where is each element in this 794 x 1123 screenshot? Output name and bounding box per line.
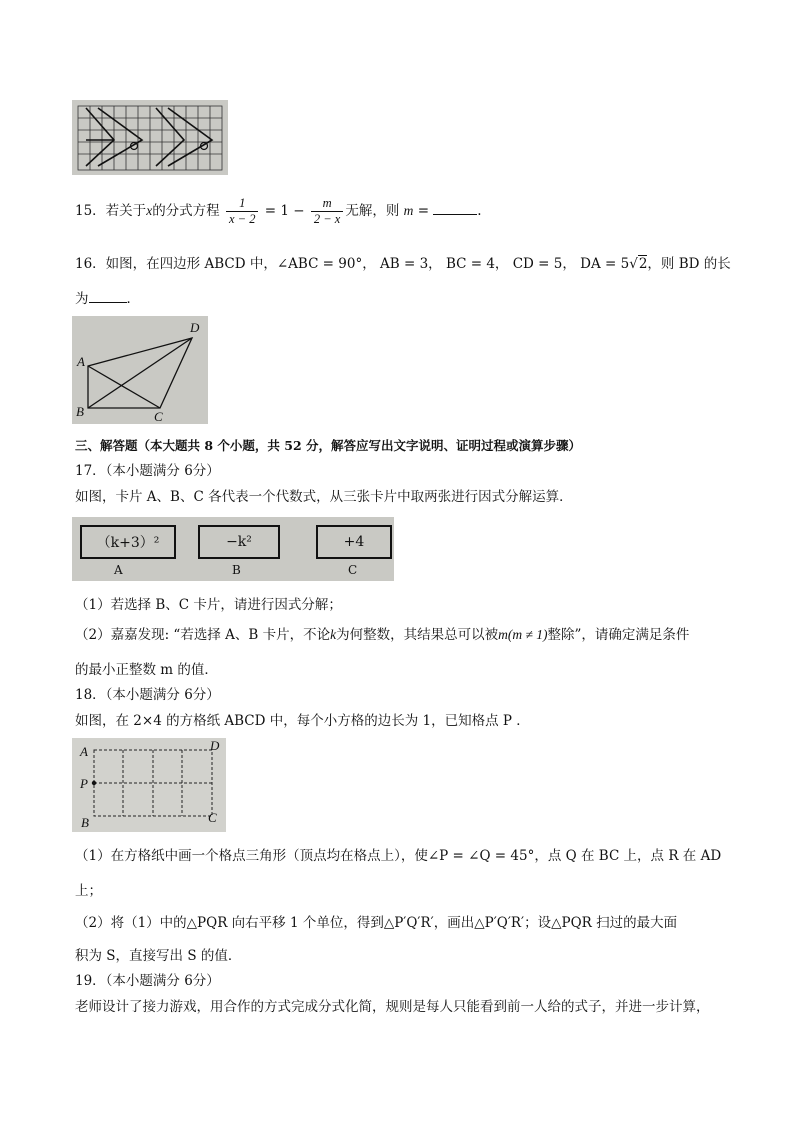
q17-intro: 如图，卡片 A、B、C 各代表一个代数式，从三张卡片中取两张进行因式分解运算．	[75, 489, 573, 505]
q15-answer-blank[interactable]	[433, 200, 477, 215]
q18-part-2-line-2: 积为 S，直接写出 S 的值．	[75, 948, 242, 964]
q19-line-1: 老师设计了接力游戏，用合作的方式完成分式化简，规则是每人只能看到前一人给的式子，并进一步计算，	[75, 999, 710, 1015]
card-a-label: A	[114, 563, 123, 577]
q15-frac2-den: 2 − x	[313, 212, 341, 226]
grid-label-P: P	[80, 776, 88, 791]
grid-label-D: D	[210, 738, 220, 753]
q17-part2-k: k	[330, 627, 337, 642]
label-B: B	[76, 404, 84, 419]
quadrilateral-drawing	[72, 316, 208, 424]
q19-title: 19．（本小题满分 6分）	[75, 973, 220, 989]
card-c-label: C	[348, 563, 358, 577]
grid-drawing	[72, 100, 228, 175]
cards-figure	[72, 517, 394, 581]
card-a	[80, 525, 176, 559]
question-16-line-1	[75, 254, 731, 274]
q17-part2-c: 整除”，请确定满足条件	[547, 627, 690, 643]
q17-part2-m: m(m ≠ 1)	[498, 627, 548, 642]
q18-part-1-line-1: （1）在方格纸中画一个格点三角形（顶点均在格点上），使∠P = ∠Q = 45°，点 Q 在 BC 上，点 R 在 AD	[75, 848, 722, 864]
q17-part2-a: （2）嘉嘉发现: “若选择 A、B 卡片，不论	[75, 627, 331, 643]
q16-answer-blank[interactable]	[89, 288, 127, 303]
card-b	[198, 525, 280, 559]
q16-line2-end: ．	[126, 291, 140, 307]
question-16-line-2	[75, 288, 140, 309]
grid-label-B: B	[81, 815, 89, 830]
q17-part2-b: 为何整数，其结果总可以被	[336, 627, 499, 643]
q16-line1: 16．如图，在四边形 ABCD 中，∠ABC = 90°， AB = 3， BC = 4， CD = 5， DA = 5	[75, 256, 630, 272]
q15-fraction-1	[226, 196, 258, 227]
grid-paper-figure	[72, 738, 226, 832]
q18-part-2-line-1: （2）将（1）中的△PQR 向右平移 1 个单位，得到△P′Q′R′，画出△P′Q′R′；设△PQR 扫过的最大面	[75, 915, 678, 931]
q15-fraction-2	[311, 196, 343, 227]
q18-title: 18．（本小题满分 6分）	[75, 687, 220, 703]
quadrilateral-figure	[72, 316, 208, 424]
q16-line1-end: ，则 BD 的长	[647, 256, 731, 272]
grid-figure-top	[72, 100, 228, 175]
q15-prefix: 15．若关于	[75, 203, 147, 219]
q15-eq: = 1 −	[264, 203, 305, 219]
card-b-expr: −k²	[226, 534, 252, 550]
q18-intro: 如图，在 2×4 的方格纸 ABCD 中，每个小方格的边长为 1，已知格点 P ．	[75, 713, 530, 729]
card-c	[316, 525, 392, 559]
q15-mid: 的分式方程	[152, 203, 220, 219]
q15-var: x	[146, 203, 153, 218]
q16-line2: 为	[75, 291, 89, 307]
q15-frac1-den: x − 2	[228, 212, 256, 226]
q15-end: .	[477, 203, 482, 219]
grid-paper-drawing	[72, 738, 226, 832]
q17-title: 17．（本小题满分 6分）	[75, 463, 220, 479]
q17-part-2-line-2: 的最小正整数 m 的值．	[75, 662, 218, 678]
sqrt-symbol: √	[629, 256, 638, 272]
q15-m: m	[403, 203, 414, 218]
q17-part-2-line-1	[75, 625, 689, 645]
label-C: C	[154, 409, 163, 424]
grid-label-A: A	[80, 744, 88, 759]
card-b-label: B	[232, 563, 241, 577]
q16-sqrt-val: 2	[638, 256, 648, 272]
label-A: A	[77, 354, 85, 369]
q15-eq2: =	[417, 203, 429, 219]
q17-part-1: （1）若选择 B、C 卡片，请进行因式分解；	[75, 597, 342, 613]
label-D: D	[190, 320, 200, 335]
grid-label-C: C	[208, 810, 217, 825]
section-3-heading: 三、解答题（本大题共 8 个小题，共 52 分，解答应写出文字说明、证明过程或演算步骤）	[75, 438, 582, 453]
card-a-expr: （k+3）²	[96, 535, 160, 551]
question-15	[75, 196, 482, 227]
q18-part-1-line-2: 上；	[75, 883, 102, 899]
q15-frac1-num: 1	[226, 196, 258, 212]
card-c-expr: +4	[343, 534, 365, 550]
q15-suffix: 无解，则	[345, 203, 400, 219]
q15-frac2-num: m	[311, 196, 343, 212]
